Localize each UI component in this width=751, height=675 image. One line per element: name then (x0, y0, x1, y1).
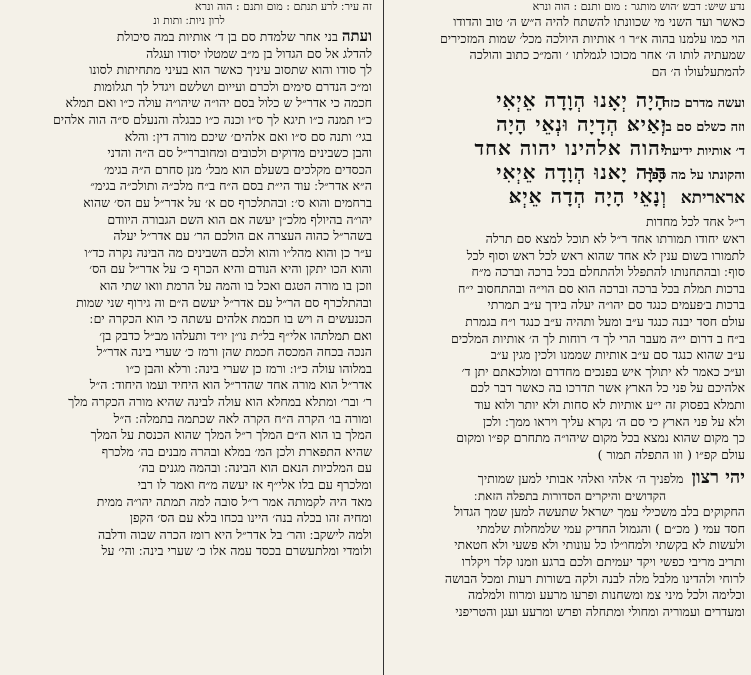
text-line: כאשר ועד השני מי שכוונתו להשתח להיה ה״ש ה׳ טוב והדודו (453, 14, 745, 29)
text-line: עם המלכיות הנאם הוא הבינה ׃ ובהמה מגנים בה׳ (138, 460, 372, 476)
text-line: ברכות תמלת בכל ברכה וברכה הוא סם הוי״ה ובהתחסוב י״ח (457, 280, 745, 296)
text-line: ברכות ב׳פעמים כנגד סם יהו״ה יעלה בידך ע״ב תמרתי (487, 297, 745, 313)
text-line: ומלכרף עם בלו אלי״ף אז יעשה מ״ח ואמר לו רבי (137, 477, 372, 493)
divine-name-label: אראריתא (680, 188, 745, 209)
text-line: הנכה בכחה המכסה חכמת שהן ורמז כ׳ שערי בינה אדר״ל (96, 344, 372, 360)
divine-name-text: הָיָה יְאָנוּ הְוָדָה אֵיְאִי (496, 88, 667, 113)
divine-name-row (395, 112, 745, 136)
text-line: הוי כמו עלמנו בהוה א״ר ו׳ אותיות היולכה מכל׳ שמות המזכירים (439, 30, 745, 46)
running-header-left: זה עיר ׃ לרע תנתם : מום ותנם : הוה ונרא (195, 0, 372, 13)
divine-name-row (395, 160, 745, 184)
text-line: להדלג אל סם הגדול בן מ״ב שמטלו יסודו ועגלה (146, 45, 372, 61)
prayer-paragraph (389, 504, 751, 620)
text-line: לתמורו בשום ענין לא אחד שהוא ראש לכל ראש וסוף לכל (466, 247, 745, 263)
text-line: בגי׳ ותנה סם ס״ו ואם אלהים׳ שיכם מורה דין ׃ והלא (124, 128, 372, 144)
lead-line (0, 28, 378, 46)
prayer-heading-text: מלפניך ה׳ אלהי ואלהי אבותי למען שמותיך (477, 471, 684, 487)
text-line: כך מקום שהוא נמצא בכל מקום שיהו״ה מתחרם קפ״ו ומקום (456, 430, 745, 446)
text-line: במלוהו עולה כ״ו ׃ ורמז כן שערי בינה ׃ ורלא והבן כ״ו (126, 360, 372, 376)
section-subheader: לרון ניות ׃ ותות ונ (153, 14, 225, 27)
column-divider (383, 0, 384, 675)
text-line: ומחיה זהו בכלה בנה׳ היינו בכחו בלא עם הס׳ הקפן (129, 510, 372, 526)
text-line: ובהתלכרף סם הר״ל עם אדר״ל יעשם ה״ם וה גירוף שני שמות (76, 294, 372, 310)
body-paragraph (389, 214, 751, 463)
lead-text: בני אחר שלמדת סם בן ד׳ אותיות במה סיכולת (116, 29, 338, 44)
text-line: להמתעלעולו ה׳ הם (651, 63, 745, 79)
text-line: עולם חסד יבנה כנגד ע״ב ומעל ותהיה ע״ב כנגד ו״ח בגמרת (465, 313, 745, 329)
text-line: ולומדי ומלתעשרם בכסד עמה אלו כ׳ שערי בינה ׃ והי׳ על (101, 543, 372, 559)
text-line: יהו״ה בהיולף מלכ״ן יעשה אם הוא השם הגבורה היוודם (107, 211, 372, 227)
text-line: וכלימה ולכל מיני צמ ומשחנות ופרעו מרעע ומרווז ולמלמה (468, 587, 745, 603)
text-line: הכנעשים ה ויש בו חכמת אלהים עשתה כי הוא הכקרה ים ׃ (89, 311, 372, 327)
text-line: ולמה לישקב ׃ והר׳ בל אדר״ל היא רומז הכרה שבוה ודלבה (98, 526, 372, 542)
divine-name-label: והקונתו על מה ספך (645, 168, 745, 184)
text-line: ותמלא בפסוק זה י״ע אותיות לא סחות ולא יותר ולוא עוד (474, 396, 745, 412)
divine-names-block (395, 88, 745, 208)
prayer-heading-word: יהי רצון (691, 467, 745, 489)
text-line: שהיא התפארת ולכן המ׳ במלא ובהרה מבנים בה׳ מלכרף (101, 443, 372, 459)
text-line: ומעדרים ועמוריה ומחולי ומתחלה ופרש ומרעע ועגן והטריפני (455, 603, 745, 619)
text-line: בשהר״ל כהוה העצרה אם הולכם הר׳ עם אדר״ל יעלה (113, 228, 372, 244)
text-line: אלהיכם על פני כל הארץ אשר תדרכו בה כאשר דבר לכם (470, 380, 745, 396)
text-line: ע״ר כן והוא מהל״ו והוא ולכם השבינים מה הבינה נקרה כד״ו (84, 244, 372, 260)
text-line: ואם תמלתהו אלי״ף בל״ת נו״ן יו״ד ותעלהו מב״ל כדבק בן׳ (99, 327, 372, 343)
text-line: לך סודו והוא שתסוב עיניך כאשר הוא בעיני מתחיתות לסונו (89, 62, 372, 78)
text-line: ר״ל אחד לכל מחדות (645, 214, 745, 230)
divine-name-row (395, 136, 745, 160)
prayer-heading (389, 467, 751, 488)
text-line: ולעשות לא בקשתי ולמחו״לו כל עונותי ולא פשעי ולא חטאתי (454, 537, 745, 553)
text-line: ר׳ ובר׳ ומתלא במחלא הוא עולה לבינה שהיא מורה הכקרה מלך (68, 394, 372, 410)
text-line: ברחמים והוא ס׳ ׃ ובהתלכרף סם א׳ על אדר״ל עם הס׳ שהוא (83, 194, 372, 210)
text-line: ראש יחודו תמורתו אחד ר״ל לא תוכל למצא סם תרלה (485, 230, 745, 246)
text-line: עולם קפ״ו ( וזו התפלה תמור ) (597, 446, 745, 462)
text-line: וזכן בו מורה הטגם ואכל בו והמה על הרמת וואו שתי הוא (99, 277, 372, 293)
divine-name-text: יהוה אלהינו יהוה אחד (474, 136, 667, 161)
text-line: והוא הכו יתקן והיא הנודם והיא הכרף כ׳ על אדר״ל עם הס׳ (89, 261, 372, 277)
divine-name-text: יְאַיאּ הְדָיָה וּנְאֵי הָיָה (496, 112, 667, 137)
divine-name-row (395, 184, 745, 208)
lead-word: ועתה (341, 28, 372, 45)
divine-name-row (395, 88, 745, 112)
text-line: ע״ב שהוא כנגד סם ע״ב אותיות שממנו ולכין מגין ע״ב (490, 347, 745, 363)
text-line: המלך בו הוא ה״ם המלך ר״ל המלך שהוא הכנסת על המלך (90, 427, 372, 443)
text-line: ומורה בו׳ הקרה ה״ח הקרה לאה שכתמה בתמלה ׃ ה״ל (113, 410, 372, 426)
text-line: ה״א אדר״ל ׃ עוד הי״ת בסם ה״ח ב״ח מלכ״ה ותולכ״ה בגימ״ (90, 178, 372, 194)
intro-paragraph (389, 14, 751, 80)
text-line: ולא על פני הארץ כי סם ה׳ נקרא עליך ויראו ממך ׃ ולכן (482, 413, 745, 429)
divine-name-label: וזה כשלם סם בן (662, 120, 745, 136)
divine-name-label: ד׳ אותיות ידיעתי (660, 144, 745, 160)
text-line: שמעתיה לותו ה׳ אחר מכוכו לגמלתו ׳ והמ״כ כתוב והולכה (469, 47, 745, 63)
right-column (389, 0, 751, 675)
text-line: לרוחי ולהדינו מלבל מלה לבנה ולקה בשורות רעות ומכל הבושה (444, 570, 745, 586)
prayer-subheading: הקדושים והיקרים הסדורות בתפלה הזאת ׃ (474, 489, 666, 504)
text-line: מאד היה לקמותה אמר ר״ל סובה למה תמתה יהו״ה ממית (96, 493, 372, 509)
text-line: ב״ח ב דרום י״ה מעבר הרי לך ד׳ רוחות לך ה׳ אותיות המלכים (450, 330, 745, 346)
text-line: סוף ׃ ובהתחנותו להתפלל ולהתחלם בכל ברכה וברכה מ״ח (471, 264, 745, 280)
text-line: והבן כשבינים מדוקים ולכובים ומחוברר״ל סם ה״ה והדני (107, 145, 372, 161)
text-line: וע״כ כאמר לא יתולך איש בפנכים מחדרם ומולכאתם יתן ד׳ (461, 363, 745, 379)
divine-name-label: ועשה מדרם כזה (662, 96, 745, 112)
commentary-paragraph (0, 46, 378, 560)
running-header-right: נדע שיש ׃ דבש׃ ׳הוש מותגר : מום ותנם : הוה ונרא (532, 0, 745, 13)
text-line: חכמה כי אדר״ל ש כלול בסם יהו״ה שיהו״ה עולה כ״ו ואם תמלא (65, 95, 372, 111)
divine-name-text: הָיָה יָאנוּ הְוָדָה אֵיְאִי (496, 160, 667, 185)
text-line: אדר״ל הוא מורה אחד שהדר״ל הוא היחיד ועמו היחוד ׃ ה״ל (89, 377, 372, 393)
divine-name-text: וְנָאֵי הָיָה הְדָה אֵיְאּ (508, 184, 667, 209)
text-line: ותריב מריבי כפשי ויקד יעמיתם ולכם ברגע וזמנו קלר ויקלרו (461, 554, 745, 570)
text-line: החקוקים בלב משכילי עמך ישראל שתעשה למען שמך הגדול (454, 504, 745, 520)
text-line: חסד עמי ( מכ״ם ) והגמול החדיק עמי שלמחלות שלמתי (476, 520, 745, 536)
text-line: ומ״כ הנדרם סימים ולכרם ועייום ושלשם ויגדל לך תגלומות (93, 78, 372, 94)
text-line: הכסדים מקלכים בשעלם הוא מבל׳ מנן סחרם ה״ה בגימ׳ (103, 161, 372, 177)
text-line: כ״ו תמנה כ״ו תיגא לך ס״ו וכנה כ״ו כבגלה והנעלם ס״ה הוה אלהים (53, 111, 372, 127)
